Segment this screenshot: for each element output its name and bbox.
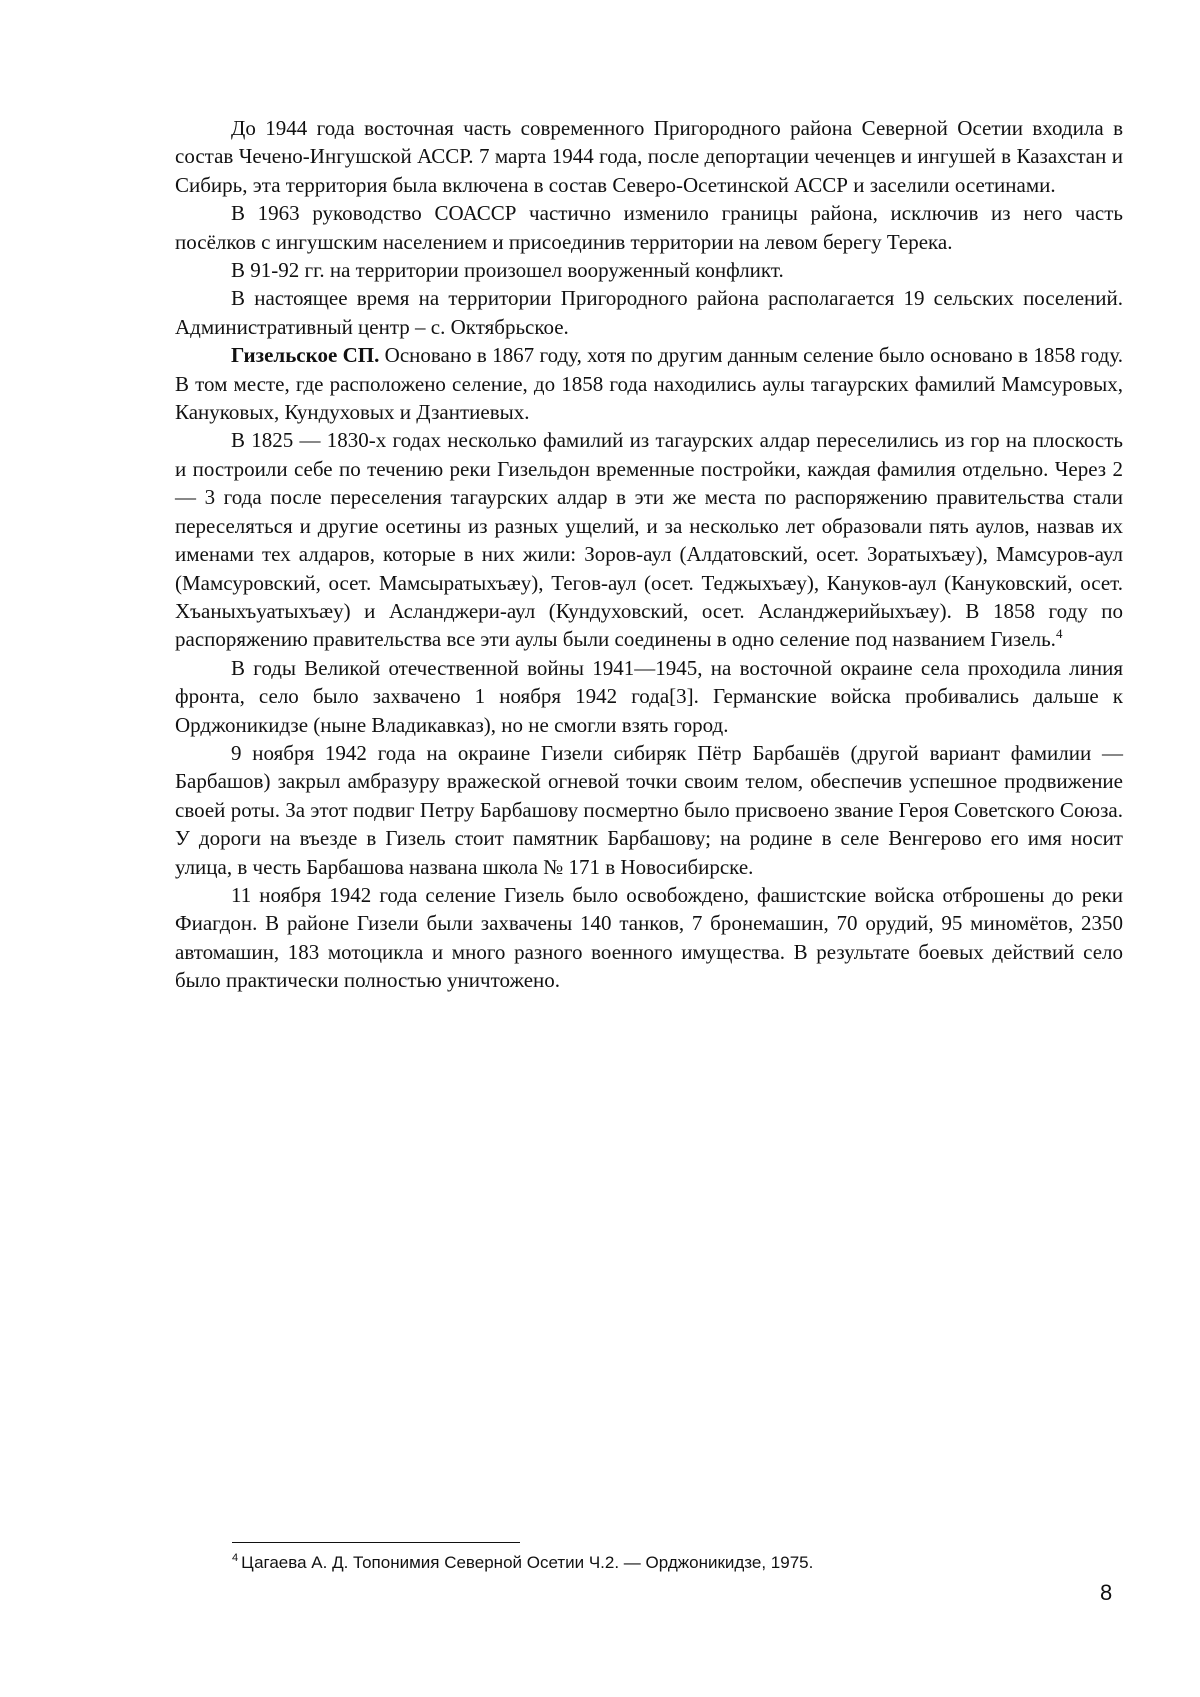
paragraph-settlements: В настоящее время на территории Пригородного района располагается 19 сельских поселений. Административный центр – с. Октябрьское. bbox=[175, 286, 1123, 339]
footnote-reference[interactable]: 4 bbox=[1055, 626, 1063, 642]
paragraph-barbashev: 9 ноября 1942 года на окраине Гизели сибиряк Пётр Барбашёв (другой вариант фамилии — Барбашов) закрыл амбразуру вражеской огневой точки своим телом, обеспечив успешное продвижение своей роты. За этот подвиг Петру Барбашову посмертно было присвоено звание Героя Советского Союза. У дороги на въезде в Гизель стоит памятник Барбашову; на родине в селе Венгерово его имя носит улица, в честь Барбашова названа школа № 171 в Новосибирске. bbox=[175, 740, 1123, 879]
paragraph-prigorodny-history: До 1944 года восточная часть современного Пригородного района Северной Осетии входила в состав Чечено-Ингушской АССР. 7 марта 1944 года, после депортации чеченцев и ингушей в Казахстан и Сибирь, эта территория была включена в состав Северо-Осетинской АССР и заселили осетинами. bbox=[175, 116, 1123, 197]
document-body bbox=[175, 114, 1123, 995]
footnote bbox=[232, 1552, 813, 1574]
gizel-founding-text: Основано в 1867 году, хотя по другим данным селение было основано в 1858 году. В том месте, где расположено селение, до 1858 года находились аулы тагаурских фамилий Мамсуровых, Кануковых, Кундуховых и Дзантиевых. bbox=[175, 343, 1123, 425]
paragraph-gizel-auls bbox=[175, 426, 1123, 653]
footnote-separator bbox=[232, 1542, 520, 1543]
footnote-text: Цагаева А. Д. Топонимия Северной Осетии Ч.2. — Орджоникидзе, 1975. bbox=[241, 1553, 814, 1572]
page-number: 8 bbox=[1100, 1580, 1113, 1605]
gizel-auls-text: В 1825 — 1830-х годах несколько фамилий из тагаурских алдар переселились из гор на плоскость и построили себе по течению реки Гизельдон временные постройки, каждая фамилия отдельно. Через 2 — 3 года после переселения тагаурских алдар в эти же места по распоряжению правительства стали переселяться и другие осетины из разных ущелий, и за несколько лет образовали пять аулов, назвав их именами тех алдаров, которые в них жили: Зоров-аул (Алдатовский, осет. Зоратыхъæу), Мамсуров-аул (Мамсуровский, осет. Мамсыратыхъæу), Тегов-аул (осет. Теджыхъæу), Кануков-аул (Кануковский, осет. Хъаныхъуатыхъæу) и Асланджери-аул (Кундуховский, осет. Асланджерийыхъæу). В 1858 году по распоряжению правительства все эти аулы были соединены в одно селение под названием Гизель. bbox=[175, 428, 1123, 652]
paragraph-conflict: В 91-92 гг. на территории произошел вооруженный конфликт. bbox=[231, 258, 784, 283]
paragraph-1963-borders: В 1963 руководство СОАССР частично изменило границы района, исключив из него часть посёлков с ингушским населением и присоединив территории на левом берегу Терека. bbox=[175, 201, 1123, 254]
section-heading-gizel: Гизельское СП. bbox=[231, 343, 380, 368]
footnote-mark: 4 bbox=[232, 1552, 239, 1565]
paragraph-liberation: 11 ноября 1942 года селение Гизель было освобождено, фашистские войска отброшены до реки Фиагдон. В районе Гизели были захвачены 140 танков, 7 бронемашин, 70 орудий, 95 миномётов, 2350 автомашин, 183 мотоцикла и много разного военного имущества. В результате боевых действий село было практически полностью уничтожено. bbox=[175, 882, 1123, 993]
paragraph-gizel-founding bbox=[175, 341, 1123, 426]
paragraph-war-front: В годы Великой отечественной войны 1941—1945, на восточной окраине села проходила линия фронта, село было захвачено 1 ноября 1942 года[3]. Германские войска пробивались дальше к Орджоникидзе (ныне Владикавказ), но не смогли взять город. bbox=[175, 655, 1123, 737]
